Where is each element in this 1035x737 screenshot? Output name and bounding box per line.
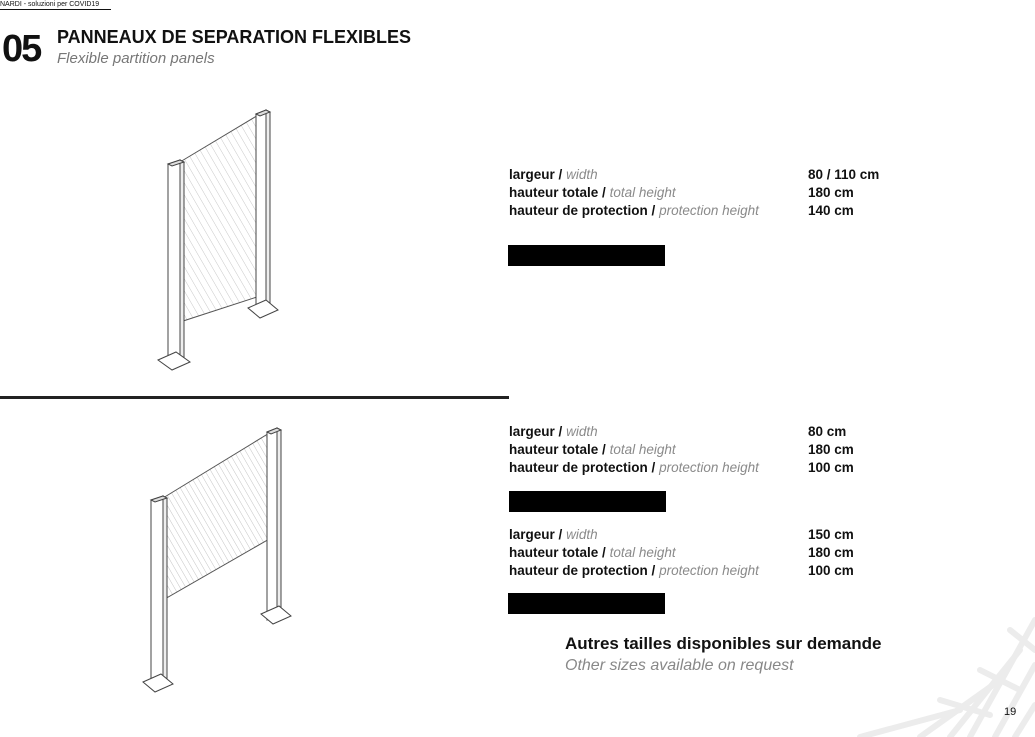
spec-label-fr: largeur xyxy=(509,167,555,182)
spec-label-en: protection height xyxy=(659,203,759,218)
spec-separator: / xyxy=(651,203,656,218)
spec-label-fr: hauteur totale xyxy=(509,545,599,560)
spec-table-3 xyxy=(509,526,929,580)
spec-row-protection-height xyxy=(509,459,929,477)
spec-label-en: width xyxy=(566,527,598,542)
decorative-corner-graphic xyxy=(820,610,1035,737)
spec-label-en: width xyxy=(566,167,598,182)
partition-panel-tall-illustration xyxy=(150,100,290,380)
spec-row-width xyxy=(509,423,929,441)
spec-value: 100 cm xyxy=(808,460,854,475)
section-title: PANNEAUX DE SEPARATION FLEXIBLES xyxy=(57,27,412,47)
spec-separator: / xyxy=(651,563,656,578)
spec-separator: / xyxy=(558,424,563,439)
spec-value: 150 cm xyxy=(808,527,854,542)
spec-row-width xyxy=(509,526,929,544)
brand-header: NARDI - soluzioni per COVID19 xyxy=(0,0,111,10)
spec-label-fr: hauteur totale xyxy=(509,185,599,200)
spec-label-fr: largeur xyxy=(509,527,555,542)
spec-table-2 xyxy=(509,423,929,477)
spec-label-en: total height xyxy=(609,442,676,457)
spec-value: 100 cm xyxy=(808,563,854,578)
partition-panel-short-illustration xyxy=(135,420,295,700)
spec-label-fr: hauteur totale xyxy=(509,442,599,457)
section-divider xyxy=(0,396,509,399)
section-subtitle: Flexible partition panels xyxy=(57,50,215,67)
spec-row-total-height xyxy=(509,184,929,202)
spec-separator: / xyxy=(602,545,606,560)
spec-label-en: total height xyxy=(609,185,676,200)
spec-value: 180 cm xyxy=(808,442,854,457)
spec-label-en: width xyxy=(566,424,598,439)
spec-row-total-height xyxy=(509,441,929,459)
availability-note-en: Other sizes available on request xyxy=(565,657,794,674)
spec-value: 80 cm xyxy=(808,424,847,439)
spec-separator: / xyxy=(558,527,563,542)
spec-label-fr: largeur xyxy=(509,424,555,439)
spec-label-en: protection height xyxy=(659,563,759,578)
availability-note-fr: Autres tailles disponibles sur demande xyxy=(565,634,882,653)
spec-label-fr: hauteur de protection xyxy=(509,203,648,218)
redaction-bar xyxy=(509,491,666,512)
redaction-bar xyxy=(508,593,665,614)
spec-row-protection-height xyxy=(509,202,929,220)
spec-row-total-height xyxy=(509,544,929,562)
spec-label-fr: hauteur de protection xyxy=(509,563,648,578)
page-number: 19 xyxy=(1004,706,1017,718)
spec-value: 140 cm xyxy=(808,203,854,218)
spec-row-width xyxy=(509,166,929,184)
spec-value: 180 cm xyxy=(808,185,854,200)
spec-separator: / xyxy=(602,442,606,457)
spec-label-fr: hauteur de protection xyxy=(509,460,648,475)
spec-row-protection-height xyxy=(509,562,929,580)
section-number: 05 xyxy=(2,28,41,70)
redaction-bar xyxy=(508,245,665,266)
spec-separator: / xyxy=(602,185,606,200)
spec-label-en: protection height xyxy=(659,460,759,475)
spec-separator: / xyxy=(558,167,563,182)
spec-label-en: total height xyxy=(609,545,676,560)
spec-table-1 xyxy=(509,166,929,220)
spec-value: 180 cm xyxy=(808,545,854,560)
spec-separator: / xyxy=(651,460,656,475)
spec-value: 80 / 110 cm xyxy=(808,167,880,182)
